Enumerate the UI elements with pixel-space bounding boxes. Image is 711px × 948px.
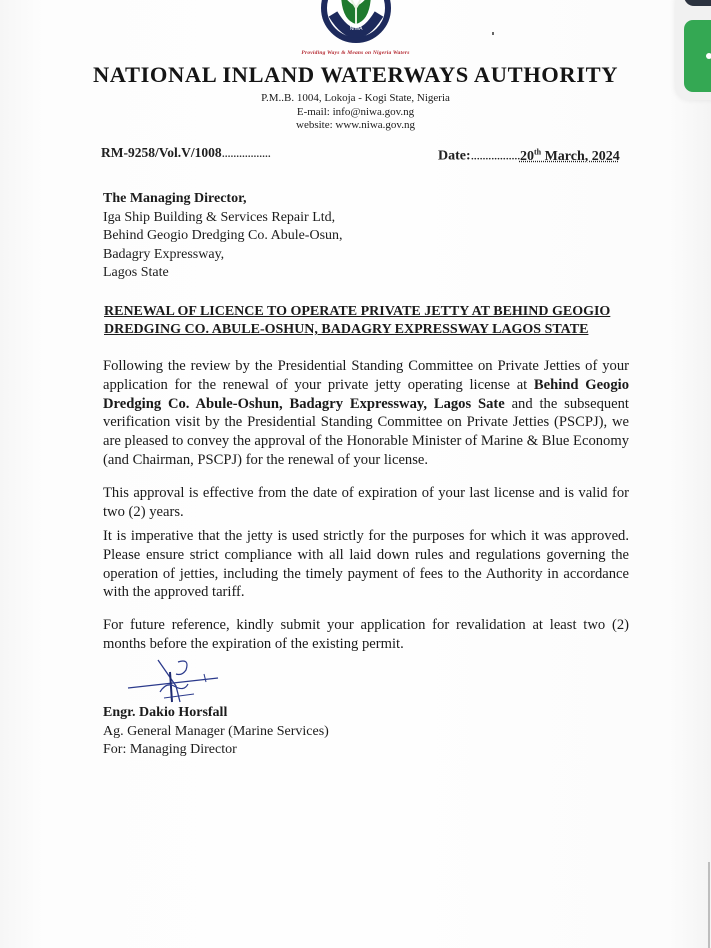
recipient-address bbox=[103, 190, 343, 283]
scan-speck bbox=[492, 32, 494, 35]
p1-text-before: Following the review by the Presidential Standing Committee on Private Jetties of your application for the renewal of your private jetty operating license at bbox=[103, 358, 629, 393]
date-day: 20 bbox=[519, 148, 534, 164]
recipient-line: Lagos State bbox=[103, 265, 169, 280]
dot-icon bbox=[706, 53, 711, 59]
date-label: Date: bbox=[438, 148, 471, 164]
tagline: Providing Ways & Means on Nigeria Waters bbox=[301, 50, 410, 56]
recipient-line: Behind Geogio Dredging Co. Abule-Osun, bbox=[103, 228, 343, 243]
date-month-year: March, 2024 bbox=[541, 148, 620, 164]
body-paragraph-1 bbox=[103, 357, 629, 470]
handwritten-signature-icon bbox=[120, 656, 230, 704]
signatory-name: Engr. Dakio Horsfall bbox=[103, 705, 228, 720]
recipient-line: The Managing Director, bbox=[103, 191, 247, 206]
signatory-title: Ag. General Manager (Marine Services) bbox=[103, 723, 329, 739]
website-address: website: www.niwa.gov.ng bbox=[296, 119, 415, 131]
date-dots: ................. bbox=[470, 148, 520, 164]
email-address: E-mail: info@niwa.gov.ng bbox=[296, 106, 415, 118]
body-paragraph-2: This approval is effective from the date of expiration of your last license and is valid for two (2) years. bbox=[103, 485, 629, 520]
niwa-logo-icon bbox=[311, 0, 401, 44]
floating-green-button[interactable] bbox=[684, 20, 711, 92]
body-paragraph-3: It is imperative that the jetty is used strictly for the purposes for which it was approved. Please ensure strict compliance with all laid down rules and regulations governing the operation of jetties, including the timely payment of fees to the Authority in accordance with the approved tariff. bbox=[103, 528, 629, 601]
signatory-for: For: Managing Director bbox=[103, 742, 237, 757]
reference-number bbox=[101, 145, 271, 161]
reference-dots: ................. bbox=[221, 145, 271, 160]
recipient-line: Badagry Expressway, bbox=[103, 246, 225, 262]
letter-date bbox=[438, 147, 620, 165]
p1-text-after: and the subsequent verification visit by the Presidential Standing Committee on Private Jetties (PSCPJ), we are pleased to convey the approval of the Honorable Minister of Marine & Blue Economy (and Chairman, PSCPJ) for the renewal of your license. bbox=[103, 395, 629, 468]
p1-location-bold: Behind Geogio Dredging Co. Abule-Oshun, Badagry Expressway, Lagos Sate bbox=[103, 376, 629, 412]
body-paragraph-4: For future reference, kindly submit your application for revalidation at least two (2) months before the expiration of the existing permit. bbox=[103, 617, 629, 652]
signatory-block bbox=[103, 704, 329, 760]
recipient-line: Iga Ship Building & Services Repair Ltd, bbox=[103, 209, 336, 225]
logo-text: NIWA bbox=[349, 26, 363, 32]
reference-value: RM-9258/Vol.V/1008 bbox=[101, 145, 222, 160]
postal-address: P.M..B. 1004, Lokoja - Kogi State, Nigeria bbox=[261, 92, 450, 104]
date-value bbox=[520, 149, 620, 164]
organization-name: NATIONAL INLAND WATERWAYS AUTHORITY bbox=[92, 62, 619, 87]
date-day-suffix: th bbox=[533, 147, 542, 156]
subject-heading: RENEWAL OF LICENCE TO OPERATE PRIVATE JETTY AT BEHIND GEOGIO DREDGING CO. ABULE-OSHUN, BADAGRY EXPRESSWAY LAGOS STATE bbox=[104, 304, 611, 337]
page-edge-line bbox=[708, 862, 710, 948]
